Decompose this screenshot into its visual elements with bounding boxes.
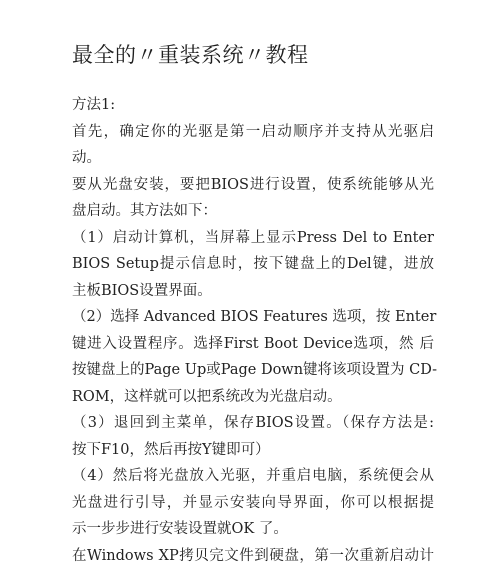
body-line: 键进入设置程序。选择First Boot Device选项，然 后 [72,331,434,358]
body-line: （2）选择 Advanced BIOS Features 选项，按 Enter [72,304,434,331]
body-line: BIOS Setup提示信息时，按下键盘上的Del键，进放 [72,251,434,278]
body-line: （3）退回到主菜单，保存BIOS设置。（保存方法是: [72,410,434,437]
body-line: 首先，确定你的光驱是第一启动顺序并支持从光驱启 [72,119,434,146]
document-body [72,92,434,569]
document-title: 最全的〃重装系统〃教程 [72,40,309,70]
body-line: 盘启动。其方法如下： [72,198,434,225]
body-line: （4）然后将光盘放入光驱，并重启电脑，系统便会从 [72,463,434,490]
body-line: 主板BIOS设置界面。 [72,278,434,305]
body-line: 按键盘上的Page Up或Page Down键将该项设置为 CD- [72,357,434,384]
body-line: 按下F10，然后再按Y键即可） [72,437,434,464]
body-line: 要从光盘安装，要把BIOS进行设置，使系统能够从光 [72,172,434,199]
body-line: 示一步步进行安装设置就OK 了。 [72,516,434,543]
body-line: 在Windows XP拷贝完文件到硬盘，第一次重新启动计 [72,543,434,569]
body-line: 光盘进行引导，并显示安装向导界面，你可以根据提 [72,490,434,517]
body-line: 动。 [72,145,434,172]
body-line: 方法1: [72,92,434,119]
body-line: （1）启动计算机，当屏幕上显示Press Del to Enter [72,225,434,252]
body-line: ROM，这样就可以把系统改为光盘启动。 [72,384,434,411]
